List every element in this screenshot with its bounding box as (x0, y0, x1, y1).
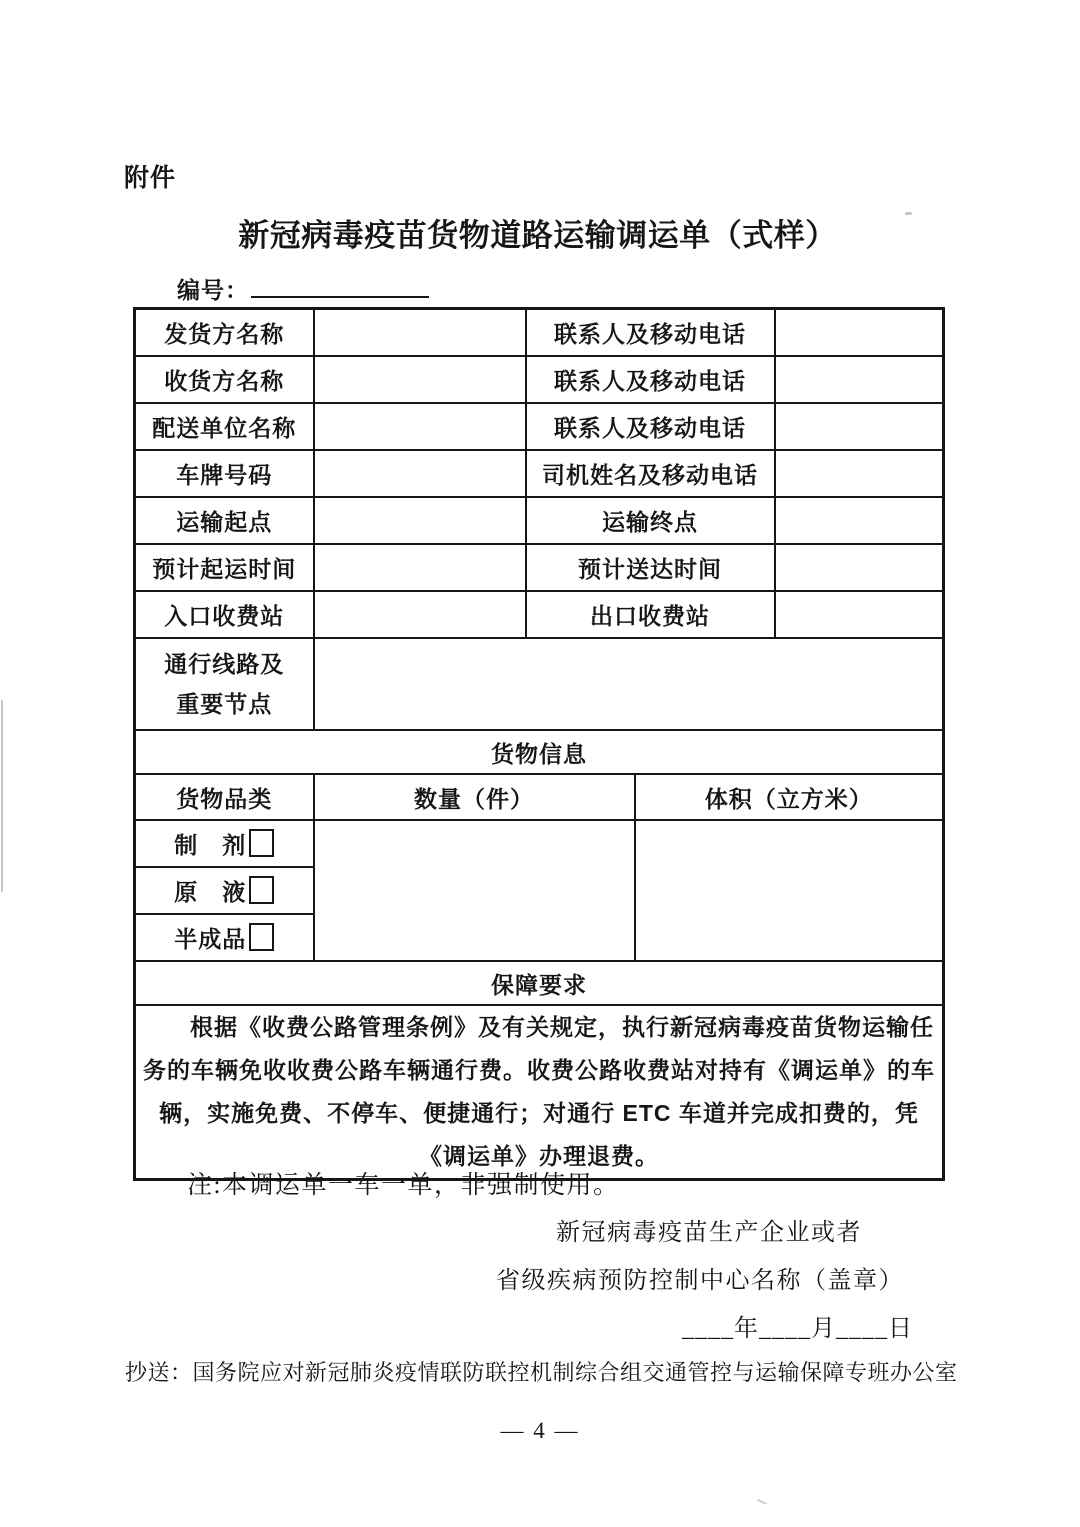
cargo-category-semifinished (135, 914, 314, 961)
cargo-quantity-value (314, 820, 635, 961)
serial-blank-line (251, 292, 429, 298)
cargo-col-quantity: 数量（件） (314, 774, 635, 820)
field-value-entry-toll (314, 591, 526, 638)
table-row (135, 450, 944, 497)
field-label-route (135, 638, 314, 730)
table-row (135, 403, 944, 450)
field-value-destination (775, 497, 944, 544)
attachment-label: 附件 (124, 164, 177, 192)
cargo-category-label: 原 液 (174, 879, 247, 905)
table-row (135, 591, 944, 638)
scan-artifact (905, 212, 912, 215)
field-value-consignor-contact (775, 309, 944, 357)
field-label-consignor-contact: 联系人及移动电话 (526, 309, 775, 357)
cargo-category-label: 制 剂 (174, 832, 247, 858)
field-value-consignee (314, 356, 526, 403)
field-label-delivery-unit: 配送单位名称 (135, 403, 314, 450)
page-number: — 4 — (500, 1418, 580, 1443)
serial-label: 编号： (177, 277, 249, 303)
cargo-category-preparation (135, 820, 314, 867)
serial-number-row (177, 272, 429, 305)
field-label-destination: 运输终点 (526, 497, 775, 544)
guarantee-body-cell (135, 1005, 944, 1180)
cargo-category-label: 半成品 (174, 926, 247, 952)
cargo-col-category: 货物品类 (135, 774, 314, 820)
table-row (135, 544, 944, 591)
field-label-consignor: 发货方名称 (135, 309, 314, 357)
field-value-plate-number (314, 450, 526, 497)
note-line: 注:本调运单一车一单，非强制使用。 (187, 1172, 620, 1199)
field-label-consignee-contact: 联系人及移动电话 (526, 356, 775, 403)
table-row (135, 309, 944, 357)
table-row (135, 1005, 944, 1180)
date-signature-line: ____年____月____日 (682, 1316, 913, 1342)
field-label-consignee: 收货方名称 (135, 356, 314, 403)
field-value-consignor (314, 309, 526, 357)
empty-checkbox-icon (249, 829, 274, 857)
field-value-route (314, 638, 944, 730)
dispatch-form-table (133, 307, 945, 1181)
field-label-entry-toll: 入口收费站 (135, 591, 314, 638)
table-row (135, 774, 944, 820)
scan-artifact (757, 1494, 769, 1505)
field-label-origin: 运输起点 (135, 497, 314, 544)
field-label-delivery-contact: 联系人及移动电话 (526, 403, 775, 450)
field-value-delivery-contact (775, 403, 944, 450)
table-row (135, 820, 944, 867)
issuer-line-1: 新冠病毒疫苗生产企业或者 (556, 1220, 862, 1246)
field-value-delivery-unit (314, 403, 526, 450)
field-label-plate-number: 车牌号码 (135, 450, 314, 497)
cc-line: 抄送：国务院应对新冠肺炎疫情联防联控机制综合组交通管控与运输保障专班办公室 (125, 1360, 958, 1385)
scan-artifact (1, 700, 3, 892)
route-label-line2: 重要节点 (176, 691, 273, 717)
table-row (135, 961, 944, 1005)
guarantee-section-header: 保障要求 (135, 961, 944, 1005)
empty-checkbox-icon (249, 923, 274, 951)
field-value-consignee-contact (775, 356, 944, 403)
issuer-line-2: 省级疾病预防控制中心名称（盖章） (496, 1268, 904, 1294)
table-row (135, 497, 944, 544)
table-row (135, 638, 944, 730)
field-label-departure-time: 预计起运时间 (135, 544, 314, 591)
guarantee-text: 根据《收费公路管理条例》及有关规定，执行新冠病毒疫苗货物运输任务的车辆免收收费公路车辆通行费。收费公路收费站对持有《调运单》的车辆，实施免费、不停车、便捷通行；对通行 ETC 车道并完成扣费的，凭《调运单》办理退费。 (143, 1014, 935, 1169)
table-row (135, 356, 944, 403)
document-title: 新冠病毒疫苗货物道路运输调运单（式样） (238, 218, 837, 253)
cargo-category-stock-solution (135, 867, 314, 914)
empty-checkbox-icon (249, 876, 274, 904)
field-label-exit-toll: 出口收费站 (526, 591, 775, 638)
field-value-departure-time (314, 544, 526, 591)
cargo-col-volume: 体积（立方米） (635, 774, 944, 820)
cargo-volume-value (635, 820, 944, 961)
table-row (135, 730, 944, 774)
field-value-driver-contact (775, 450, 944, 497)
field-value-origin (314, 497, 526, 544)
route-label-line1: 通行线路及 (164, 651, 285, 677)
cargo-section-header: 货物信息 (135, 730, 944, 774)
field-value-arrival-time (775, 544, 944, 591)
field-value-exit-toll (775, 591, 944, 638)
field-label-driver-contact: 司机姓名及移动电话 (526, 450, 775, 497)
field-label-arrival-time: 预计送达时间 (526, 544, 775, 591)
